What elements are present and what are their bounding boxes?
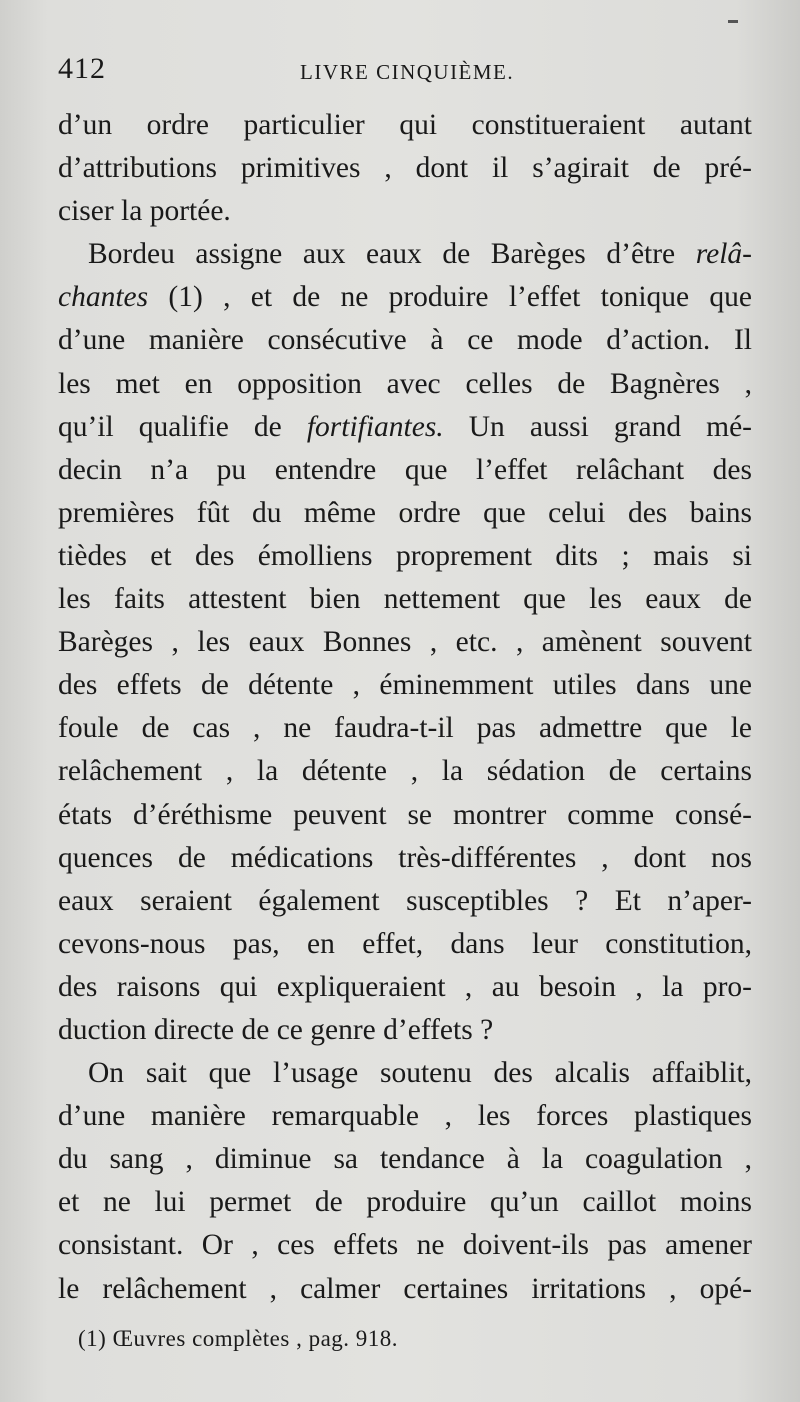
text-line: On sait que l’usage soutenu des alcalis affaiblit, <box>88 1057 752 1090</box>
running-header <box>58 52 758 92</box>
text-line: Barèges , les eaux Bonnes , etc. , amènent souvent <box>58 626 752 659</box>
text-line: cevons-nous pas, en effet, dans leur constitution, <box>58 927 752 960</box>
italic-word: fortifiantes. <box>306 410 444 443</box>
text-line: d’attributions primitives , dont il s’agirait de pré- <box>58 152 752 185</box>
text-line: foule de cas , ne faudra-t-il pas admettre que le <box>58 712 752 745</box>
text-line: et ne lui permet de produire qu’un caillot moins <box>58 1186 752 1219</box>
body-text <box>58 104 752 1311</box>
page-number: 412 <box>58 52 106 85</box>
footnote: (1) Œuvres complètes , pag. 918. <box>78 1326 399 1351</box>
text-line: quences de médications très-différentes , dont nos <box>58 841 752 874</box>
text-line: des effets de détente , éminemment utiles dans une <box>58 669 752 702</box>
text-line: Bordeu assigne aux eaux de Barèges d’être relâ- <box>88 238 752 271</box>
text-line: d’un ordre particulier qui constitueraient autant <box>58 109 752 141</box>
text-line: eaux seraient également susceptibles ? Et n’aper- <box>58 884 752 917</box>
text-line: les met en opposition avec celles de Bagnères , <box>58 367 752 400</box>
text-line: premières fût du même ordre que celui des bains <box>58 496 752 529</box>
text-line: relâchement , la détente , la sédation de certains <box>58 755 752 788</box>
text-line: le relâchement , calmer certaines irritations , opé- <box>58 1272 752 1305</box>
text-line: du sang , diminue sa tendance à la coagulation , <box>58 1143 752 1176</box>
text-line: les faits attestent bien nettement que les eaux de <box>58 583 752 616</box>
text-line: chantes (1) , et de ne produire l’effet tonique que <box>58 281 752 314</box>
text-line: qu’il qualifie de fortifiantes. Un aussi grand mé- <box>58 410 752 443</box>
italic-word: relâ- <box>695 238 752 271</box>
italic-word: chantes <box>58 281 149 314</box>
text-line: d’une manière remarquable , les forces plastiques <box>58 1100 752 1133</box>
text-line: des raisons qui expliqueraient , au besoin , la pro- <box>58 970 752 1003</box>
text-line: consistant. Or , ces effets ne doivent-ils pas amener <box>58 1229 752 1262</box>
text-line: ciser la portée. <box>58 195 231 228</box>
text-line: tièdes et des émolliens proprement dits ; mais si <box>58 539 752 572</box>
text-line: d’une manière consécutive à ce mode d’action. Il <box>58 324 752 357</box>
page-edge-mark <box>728 20 738 23</box>
running-title: LIVRE CINQUIÈME. <box>300 60 515 84</box>
text-line: duction directe de ce genre d’effets ? <box>58 1013 494 1046</box>
text-line: états d’éréthisme peuvent se montrer comme consé- <box>58 798 752 831</box>
text-line: decin n’a pu entendre que l’effet relâchant des <box>58 453 752 486</box>
